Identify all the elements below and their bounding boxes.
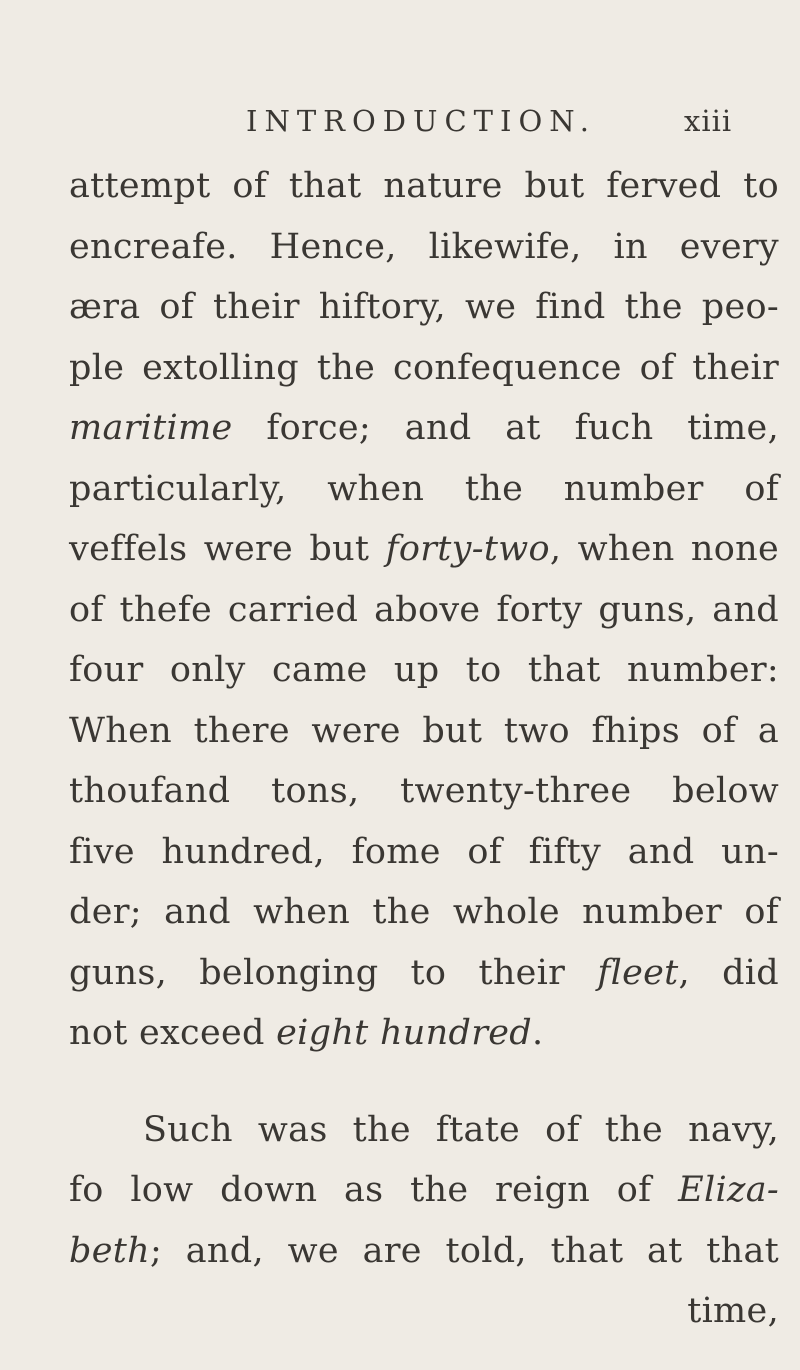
text-line [69, 277, 779, 338]
text-line [69, 1281, 779, 1342]
text-run: guns, belonging to their [69, 952, 598, 993]
italic-text: eight hundred [276, 1013, 532, 1053]
text-run: , when none [549, 529, 779, 569]
text-line [69, 701, 779, 762]
italic-text: beth [69, 1230, 150, 1271]
text-line [69, 761, 779, 822]
text-run: of thefe carried above forty guns, and [69, 589, 779, 630]
text-line [69, 519, 779, 580]
page-number: xiii [684, 104, 733, 138]
text-run: Such was the ftate of the navy, [143, 1109, 779, 1150]
text-line [69, 822, 779, 883]
text-line [69, 640, 779, 701]
text-line [69, 580, 779, 641]
text-run: . [531, 1013, 544, 1053]
text-line [69, 398, 779, 459]
text-run: der; and when the whole number of [69, 892, 779, 932]
text-run: force; and at fuch time, [232, 408, 779, 448]
page-header [0, 96, 800, 146]
text-run: ple extolling the confequence of their [69, 347, 779, 388]
text-run: ; and, we are told, that at that [149, 1230, 779, 1271]
text-line [69, 217, 779, 278]
text-line [69, 1160, 779, 1221]
body-text [69, 156, 779, 1342]
text-line [69, 882, 779, 943]
text-run: encreafe. Hence, likewife, in every [69, 226, 779, 267]
text-run: five hundred, fome of fifty and un- [69, 831, 779, 872]
running-title: INTRODUCTION. [246, 104, 596, 138]
paragraph [69, 156, 779, 1064]
text-run: particularly, when the number of [69, 468, 779, 509]
text-run: fo low down as the reign of [69, 1170, 679, 1210]
text-run: æra of their hiftory, we find the peo- [69, 287, 779, 327]
text-run: time, [687, 1291, 779, 1331]
text-line [69, 1100, 779, 1161]
text-run: attempt of that nature but ferved to [69, 166, 779, 206]
text-run: thoufand tons, twenty-three below [69, 771, 779, 811]
text-run: four only came up to that number: [69, 650, 779, 690]
text-run: , did [678, 952, 779, 993]
text-run: veffels were but [69, 529, 386, 569]
paragraph [69, 1100, 779, 1342]
italic-text: maritime [69, 408, 233, 448]
text-line [69, 156, 779, 217]
text-line [69, 1221, 779, 1282]
italic-text: Eliza- [678, 1170, 779, 1210]
italic-text: fleet [597, 952, 679, 993]
text-line [69, 1003, 779, 1064]
text-run: When there were but two fhips of a [69, 710, 779, 751]
text-run: not exceed [69, 1013, 277, 1053]
text-line [69, 459, 779, 520]
text-line [69, 338, 779, 399]
italic-text: forty-two [385, 529, 550, 569]
text-line [69, 943, 779, 1004]
